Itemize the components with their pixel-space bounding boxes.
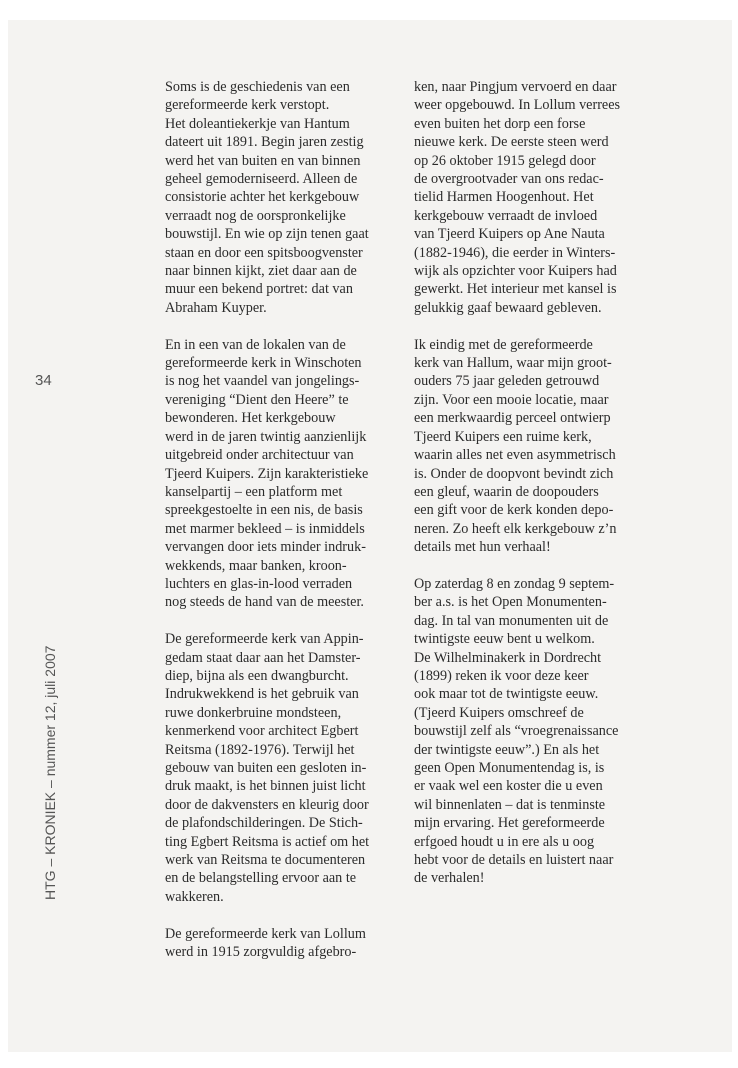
right-column bbox=[414, 78, 652, 906]
paragraph-winschoten: En in een van de lokalen van de gereformeerde kerk in Winschoten is nog het vaandel van jongelings- vereniging “Dient den Heere” te bewonderen. Het kerkgebouw werd in de jaren twintig aanzienlijk uitgebreid onder architectuur van Tjeerd Kuipers. Zijn karakteristieke kanselpartij – een platform met spreekgestoelte in een nis, de basis met marmer bekleed – is inmiddels vervangen door iets minder indruk- wekkends, maar banken, kroon- luchters en glas-in-lood verraden nog steeds de hand van de meester. bbox=[165, 336, 369, 611]
paragraph-monumentendag: Op zaterdag 8 en zondag 9 septem- ber a.s. is het Open Monumenten- dag. In tal van monumenten uit de twintigste eeuw bent u welkom. De Wilhelminakerk in Dordrecht (1899) reken ik voor deze keer ook maar tot de twintigste eeuw. (Tjeerd Kuipers omschreef de bouwstijl zelf als “vroegrenaissance der twintigste eeuw”.) En als het geen Open Monumentendag is, is er vaak wel een koster die u even wil binnenlaten – dat is tenminste mijn ervaring. Het gereformeerde erfgoed houdt u in ere als u oog hebt voor de details en luistert naar de verhalen! bbox=[414, 575, 619, 887]
paragraph-pingjum: ken, naar Pingjum vervoerd en daar weer opgebouwd. In Lollum verrees even buiten het dorp een forse nieuwe kerk. De eerste steen werd op 26 oktober 1915 gelegd door de overgrootvader van ons redac- tielid Harmen Hoogenhout. Het kerkgebouw verraadt de invloed van Tjeerd Kuipers op Ane Nauta (1882-1946), die eerder in Winters- wijk als opzichter voor Kuipers had gewerkt. Het interieur met kansel is gelukkig gaaf bewaard gebleven. bbox=[414, 79, 621, 316]
paragraph-appingedam: De gereformeerde kerk van Appin- gedam staat daar aan het Damster- diep, bijna als een dwangburcht. Indrukwekkend is het gebruik van ruwe donkerbruine mondsteen, kenmerkend voor architect Egbert Reitsma (1892-1976). Terwijl het gebouw van buiten een gesloten in- druk maakt, is het binnen juist licht door de dakvensters en kleurig door de plafondschilderingen. De Stich- ting Egbert Reitsma is actief om het werk van Reitsma te documenteren en de belangstelling ervoor aan te wakkeren. bbox=[165, 631, 370, 905]
left-column bbox=[165, 78, 403, 980]
page-number: 34 bbox=[35, 372, 52, 389]
paragraph-lollum: De gereformeerde kerk van Lollum werd in 1915 zorgvuldig afgebro- bbox=[165, 925, 366, 961]
running-head: HTG – KRONIEK – nummer 12, juli 2007 bbox=[42, 645, 58, 900]
paragraph-hallum: Ik eindig met de gereformeerde kerk van Hallum, waar mijn groot- ouders 75 jaar geleden getrouwd zijn. Voor een mooie locatie, maar een merkwaardig perceel ontwierp Tjeerd Kuipers een ruime kerk, waarin alles net even asymmetrisch is. Onder de doopvont bevindt zich een gleuf, waarin de doopouders een gift voor de kerk konden depo- neren. Zo heeft elk kerkgebouw z’n details met hun verhaal! bbox=[414, 336, 617, 556]
page bbox=[8, 20, 732, 1052]
paragraph-hantum: Soms is de geschiedenis van een gereformeerde kerk verstopt. Het doleantiekerkje van Hantum dateert uit 1891. Begin jaren zestig werd het van buiten en van binnen geheel gemoderniseerd. Alleen de consistorie achter het kerkgebouw verraadt nog de oorspronkelijke bouwstijl. En wie op zijn tenen gaat staan en door een spitsboogvenster naar binnen kijkt, ziet daar aan de muur een bekend portret: dat van Abraham Kuyper. bbox=[165, 79, 369, 316]
